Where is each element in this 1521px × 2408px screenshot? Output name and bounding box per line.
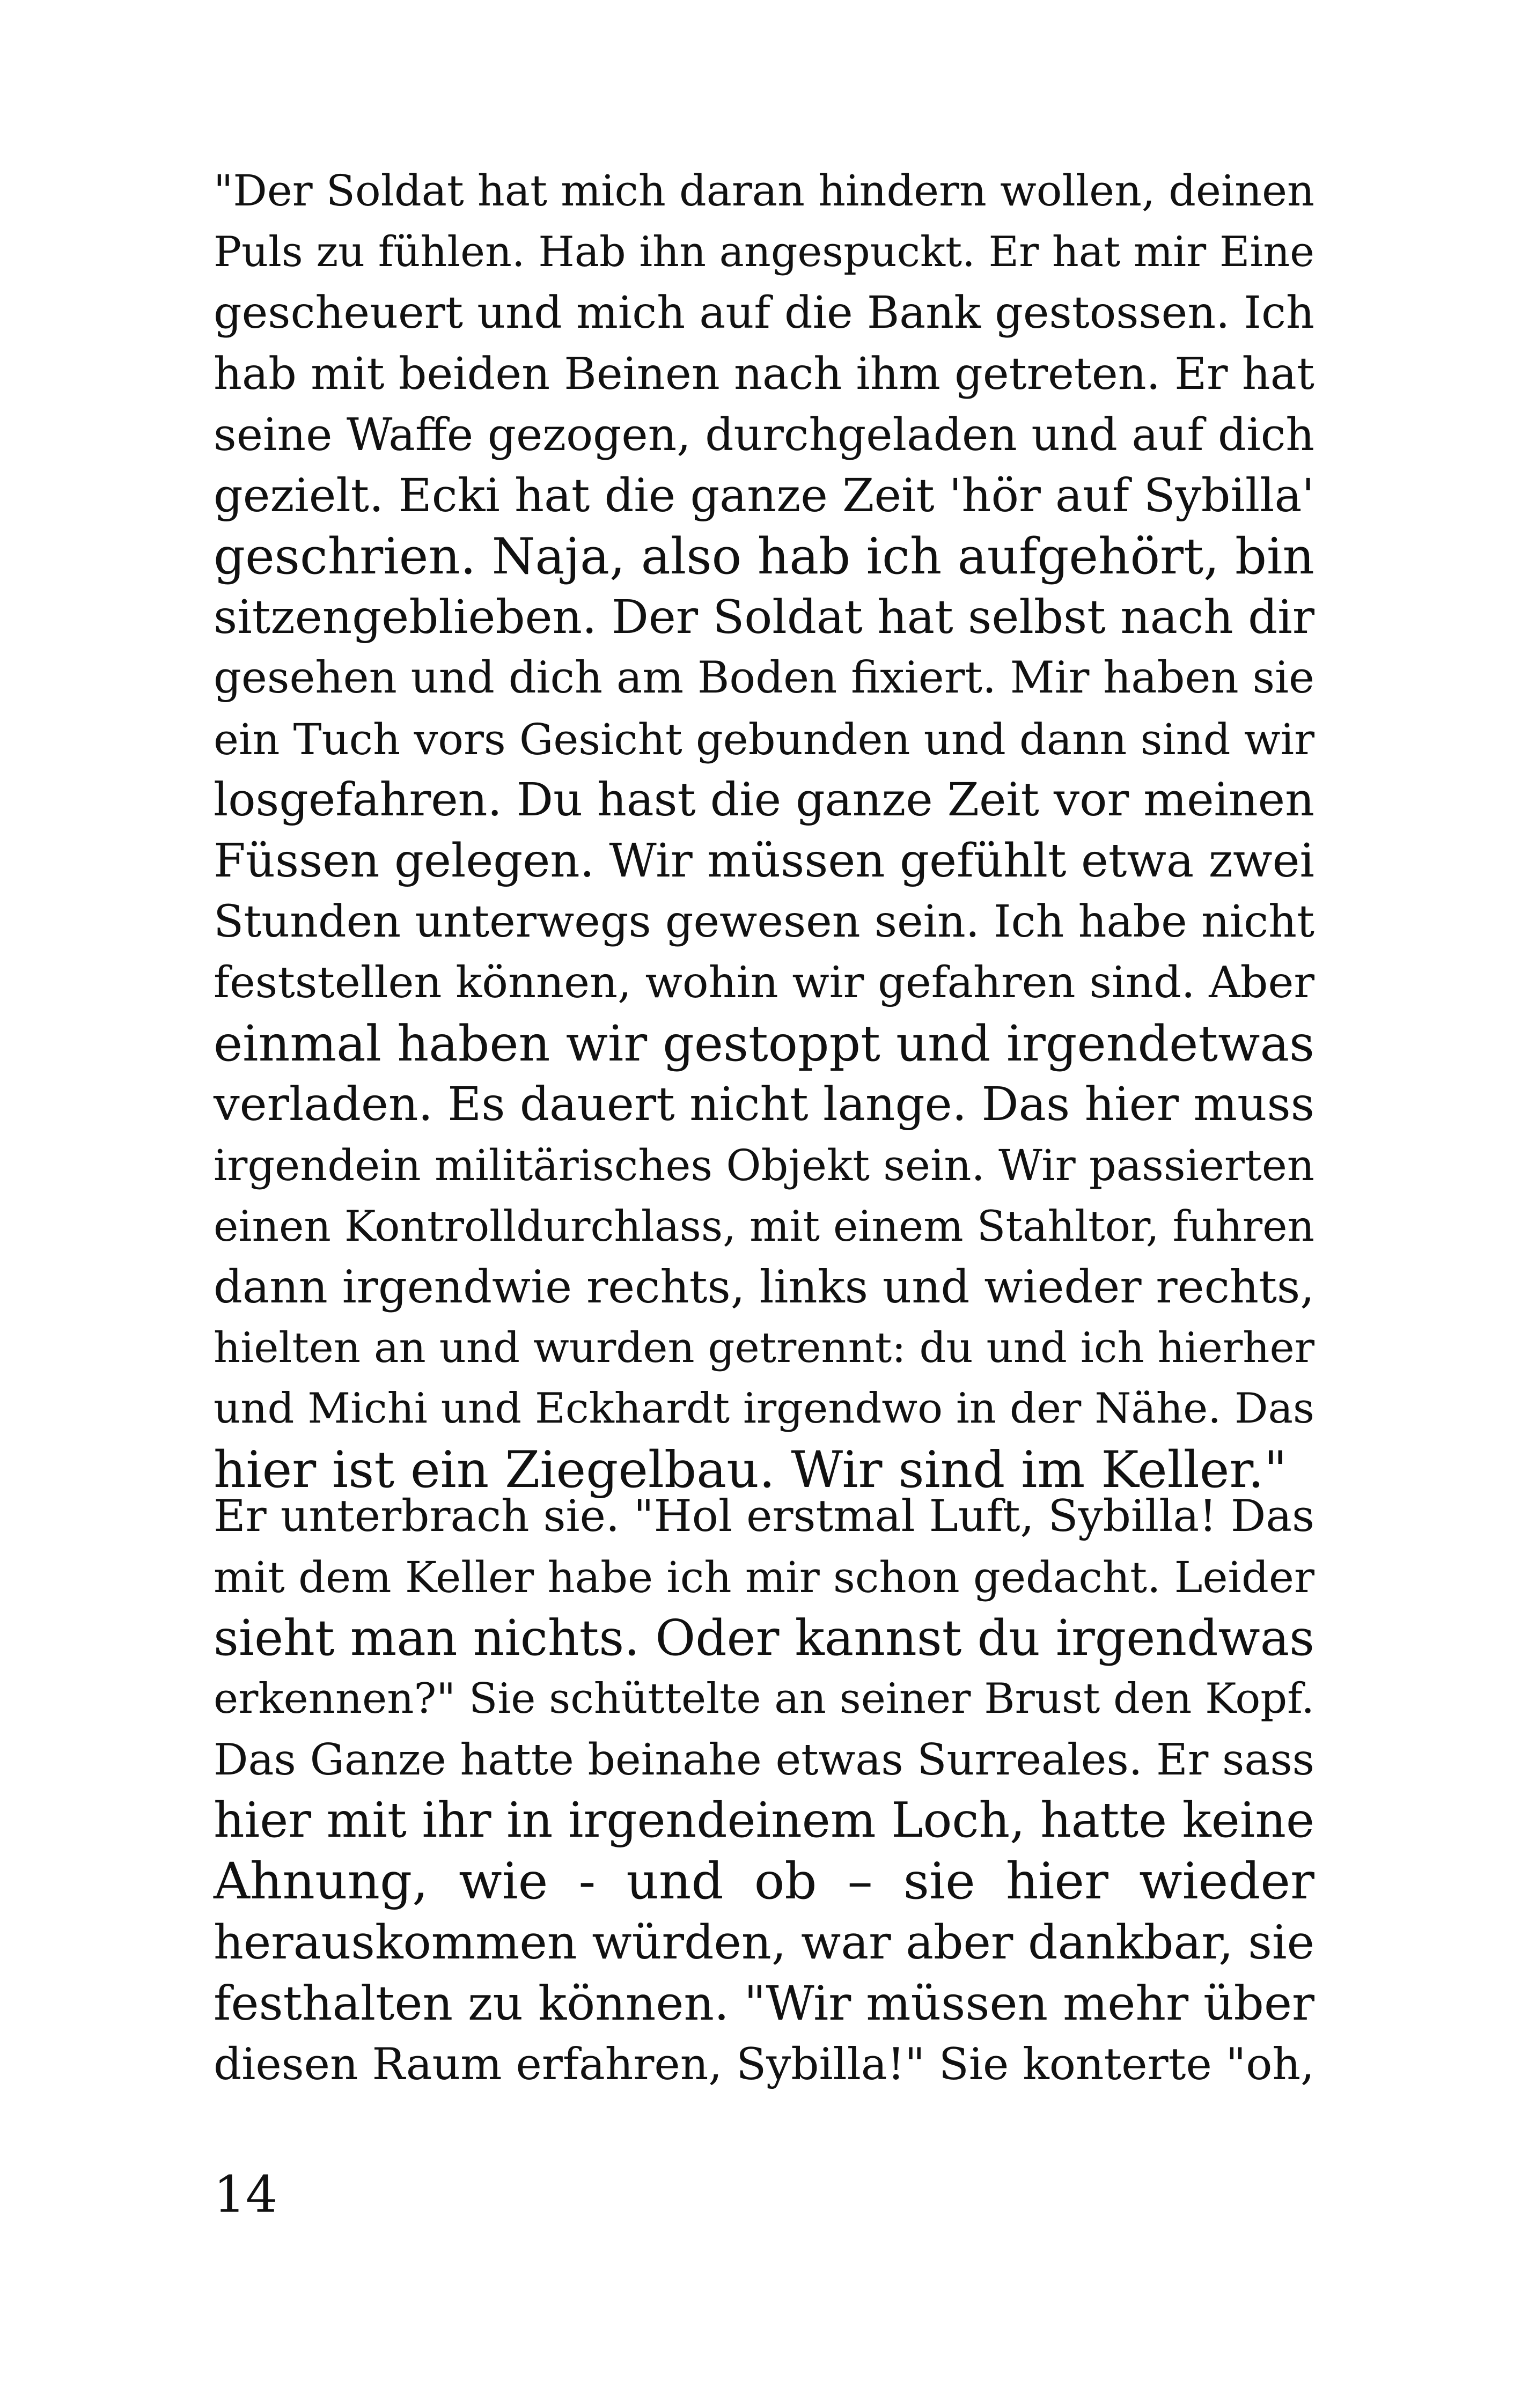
text-line: Ahnung, wie - und ob – sie hier wieder bbox=[214, 1852, 1314, 1911]
text-line: feststellen können, wohin wir gefahren sind. Aber bbox=[214, 957, 1314, 1008]
text-line: Stunden unterwegs gewesen sein. Ich habe nicht bbox=[214, 896, 1314, 947]
text-line: hier mit ihr in irgendeinem Loch, hatte keine bbox=[214, 1792, 1314, 1849]
text-line: gesehen und dich am Boden fixiert. Mir haben sie bbox=[214, 653, 1314, 703]
text-line: und Michi und Eckhardt irgendwo in der Nähe. Das bbox=[214, 1385, 1314, 1433]
text-line: Füssen gelegen. Wir müssen gefühlt etwa zwei bbox=[214, 834, 1314, 888]
text-line: Puls zu fühlen. Hab ihn angespuckt. Er hat mir Eine bbox=[214, 227, 1314, 276]
text-line: seine Waffe gezogen, durchgeladen und auf dich bbox=[214, 409, 1314, 461]
text-line: verladen. Es dauert nicht lange. Das hier muss bbox=[214, 1077, 1314, 1131]
page-number: 14 bbox=[214, 2166, 278, 2224]
text-line: Er unterbrach sie. "Hol erstmal Luft, Sybilla! Das bbox=[214, 1491, 1314, 1542]
text-line: diesen Raum erfahren, Sybilla!" Sie konterte "oh, bbox=[214, 2038, 1315, 2090]
text-line: hab mit beiden Beinen nach ihm getreten. Er hat bbox=[214, 348, 1314, 400]
text-line: losgefahren. Du hast die ganze Zeit vor meinen bbox=[214, 774, 1314, 827]
text-line: gezielt. Ecki hat die ganze Zeit 'hör auf Sybilla' bbox=[214, 469, 1314, 522]
text-line: einmal haben wir gestoppt und irgendetwas bbox=[214, 1015, 1314, 1072]
text-line: festhalten zu können. "Wir müssen mehr über bbox=[214, 1976, 1314, 2031]
text-line: herauskommen würden, war aber dankbar, sie bbox=[214, 1915, 1314, 1970]
text-line: gescheuert und mich auf die Bank gestossen. Ich bbox=[214, 288, 1314, 338]
text-line: hier ist ein Ziegelbau. Wir sind im Keller." bbox=[214, 1440, 1288, 1499]
text-line: sieht man nichts. Oder kannst du irgendwas bbox=[214, 1609, 1314, 1667]
text-line: hielten an und wurden getrennt: du und ich hierher bbox=[214, 1323, 1314, 1372]
text-line: "Der Soldat hat mich daran hindern wollen, deinen bbox=[214, 166, 1314, 216]
text-line: dann irgendwie rechts, links und wieder rechts, bbox=[214, 1261, 1314, 1313]
text-line: sitzengeblieben. Der Soldat hat selbst nach dir bbox=[214, 590, 1314, 644]
text-line: mit dem Keller habe ich mir schon gedacht. Leider bbox=[214, 1552, 1314, 1602]
text-line: einen Kontrolldurchlass, mit einem Stahltor, fuhren bbox=[214, 1202, 1314, 1251]
text-line: ein Tuch vors Gesicht gebunden und dann sind wir bbox=[214, 714, 1314, 764]
text-line: erkennen?" Sie schüttelte an seiner Brust den Kopf. bbox=[214, 1674, 1314, 1723]
text-line: geschrien. Naja, also hab ich aufgehört, bin bbox=[214, 527, 1314, 585]
text-line: irgendein militärisches Objekt sein. Wir passierten bbox=[214, 1140, 1314, 1190]
paragraph-2 bbox=[214, 1486, 1314, 2095]
paragraph-1 bbox=[214, 161, 1314, 1500]
text-line: Das Ganze hatte beinahe etwas Surreales. Er sass bbox=[214, 1734, 1314, 1785]
